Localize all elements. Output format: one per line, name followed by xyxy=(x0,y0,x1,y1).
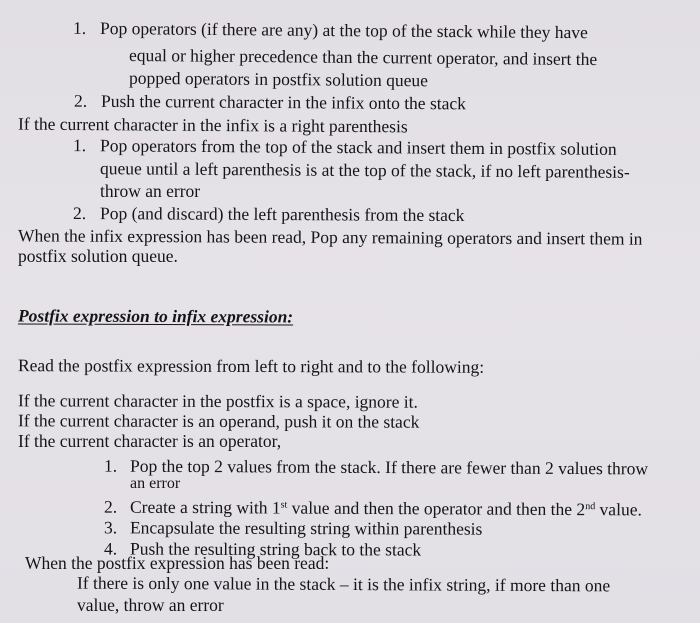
list-text: Encapsulate the resulting string within parenthesis xyxy=(129,517,483,539)
rp-step1-line2: queue until a left parenthesis is at the top of the stack, if no left parenthesis- xyxy=(99,158,630,182)
op-step1-line1 xyxy=(104,456,648,479)
list-number: 1. xyxy=(103,455,118,476)
infix-final-line1: When the infix expression has been read, Pop any remaining operators and insert them in xyxy=(17,225,643,249)
list-text-part: value. xyxy=(595,499,642,520)
ordinal-suffix: nd xyxy=(585,501,596,513)
postfix-final-line1: If there is only one value in the stack – it is the infix string, if more than one xyxy=(76,572,611,596)
op-step2 xyxy=(104,497,642,520)
infix-step1-line3: popped operators in postfix solution queue xyxy=(128,67,429,91)
list-text: Pop operators (if there are any) at the top of the stack while they have xyxy=(99,17,588,43)
rule-operator: If the current character is an operator, xyxy=(18,431,282,451)
infix-step1-line2: equal or higher precedence than the current operator, and insert the xyxy=(128,44,598,70)
ordinal-suffix: st xyxy=(280,499,288,511)
rp-step1-line3: throw an error xyxy=(100,181,201,201)
op-step1-line2: an error xyxy=(130,475,181,492)
list-text-part: value and then the operator and then the 2 xyxy=(287,497,586,520)
rp-step1-line1 xyxy=(73,135,617,159)
list-number: 2. xyxy=(103,496,118,517)
rp-step2 xyxy=(73,203,465,225)
list-number: 1. xyxy=(72,17,87,38)
list-text-part: Create a string with 1 xyxy=(129,496,281,518)
list-number: 2. xyxy=(73,90,88,111)
op-step3 xyxy=(104,517,482,538)
rule-operand: If the current character is an operand, push it on the stack xyxy=(17,410,420,432)
list-text: Pop the top 2 values from the stack. If there are fewer than 2 values throw xyxy=(129,455,649,479)
section-heading: Postfix expression to infix expression: xyxy=(17,305,294,327)
list-text: Pop operators from the top of the stack and insert them in postfix solution xyxy=(99,135,617,159)
list-text: Push the resulting string back to the stack xyxy=(129,538,422,560)
list-text: Push the current character in the infix onto the stack xyxy=(100,90,467,114)
infix-final-line2: postfix solution queue. xyxy=(18,246,178,266)
right-paren-condition: If the current character in the infix is a right parenthesis xyxy=(17,113,408,137)
postfix-final-line2: value, throw an error xyxy=(77,595,224,615)
list-number: 2. xyxy=(72,202,87,224)
list-number: 4. xyxy=(103,538,118,559)
list-number: 1. xyxy=(72,135,87,156)
list-number: 3. xyxy=(103,517,118,538)
postfix-intro: Read the postfix expression from left to right and to the following: xyxy=(17,355,485,377)
when-read: When the postfix expression has been read: xyxy=(25,553,330,573)
infix-step2 xyxy=(74,91,466,114)
list-text: Pop (and discard) the left parenthesis from the stack xyxy=(99,203,465,226)
infix-step1-line1 xyxy=(73,18,588,42)
rule-space: If the current character in the postfix is a space, ignore it. xyxy=(17,390,418,412)
